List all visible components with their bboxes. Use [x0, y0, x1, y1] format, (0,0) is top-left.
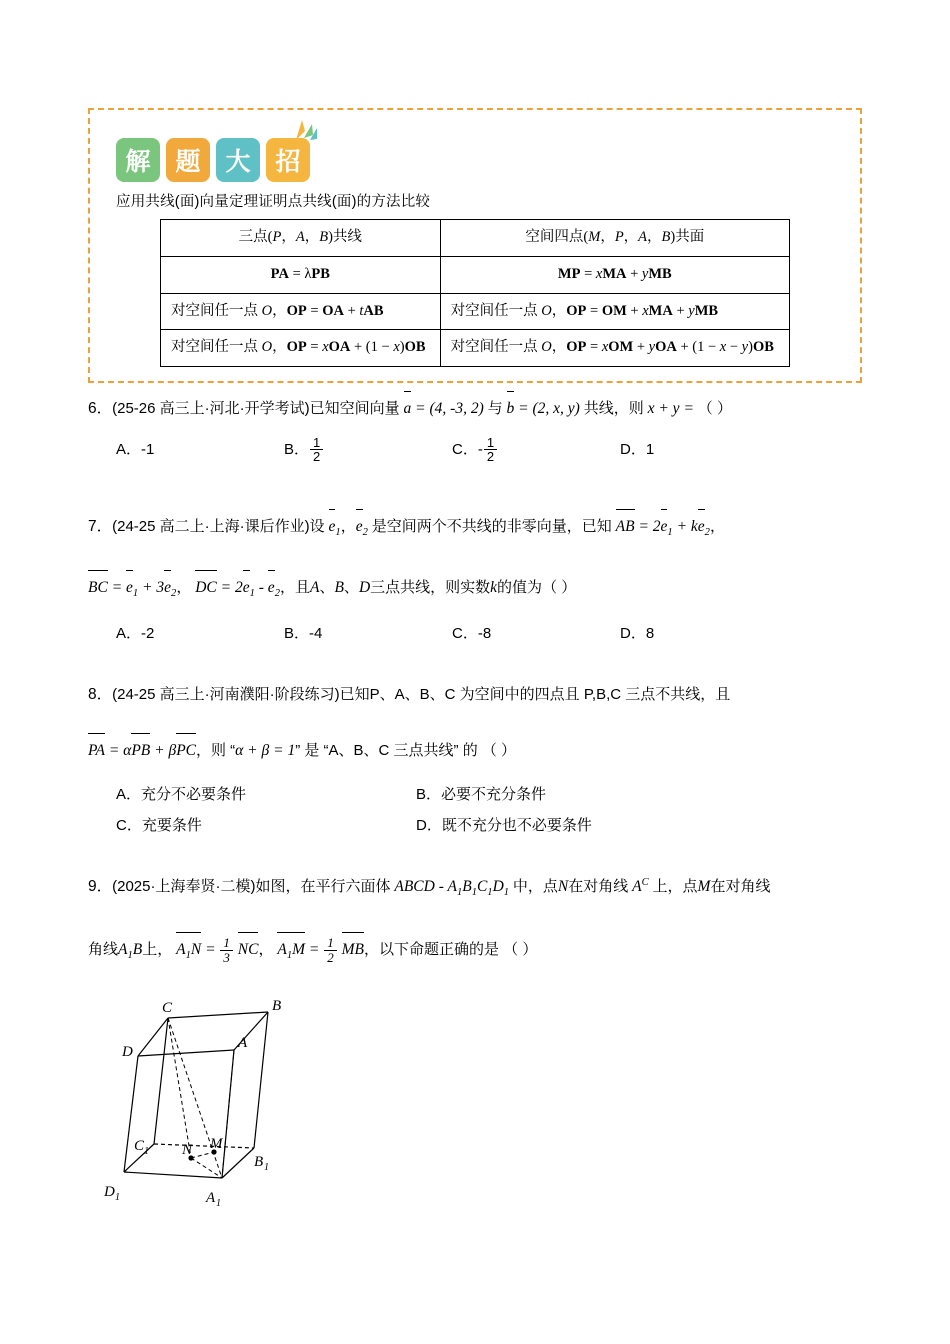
q9-rel1: $A_1N$ = $\frac{1}{3}$ NC: [176, 935, 259, 966]
q7-options: [116, 620, 868, 649]
q9-diag1: $A^C$: [628, 876, 649, 895]
q9-stem-line1: [88, 872, 868, 903]
banner-caption: 应用共线(面)向量定理证明点共线(面)的方法比较: [116, 194, 431, 210]
q9-rel2-fraction: $\frac{1}{2}$: [324, 936, 337, 964]
q6-stem: [88, 394, 868, 424]
table-row: [161, 330, 790, 367]
svg-text:1: 1: [144, 1146, 149, 1157]
sparkle-icon: [292, 118, 318, 142]
q8-source: (24-25 高三上·河南濮阳·阶段练习): [112, 686, 340, 703]
cell-r3c2: 对空间任一点 O，OP = xOM + yOA + (1 − x − y)OB: [440, 330, 789, 367]
comparison-table: [160, 219, 790, 367]
svg-text:M: M: [210, 1136, 223, 1152]
q6-expr2: b = (2, x, y): [503, 400, 584, 417]
q7-stem1: 设: [309, 518, 325, 535]
svg-text:D: D: [122, 1044, 133, 1060]
q8-number: 8．: [88, 686, 113, 703]
badge-1: 解: [116, 138, 160, 182]
q8-stem-line1: [88, 680, 868, 710]
q6-options: [116, 436, 868, 465]
q7-stem2: 是空间两个不共线的非零向量，已知: [371, 518, 612, 535]
q6-source: (25-26 高三上·河北·开学考试): [112, 400, 310, 417]
q7-expr-bc: BC = $e_1 + 3e_2$: [88, 579, 176, 596]
q9-ptM: M: [697, 878, 711, 895]
question-9: [88, 872, 868, 966]
svg-text:1: 1: [216, 1198, 221, 1209]
q6-mid: 与: [487, 400, 503, 417]
q9-ptN: N: [557, 878, 569, 895]
q8-option-a[interactable]: A．充分不必要条件: [116, 786, 247, 803]
q9-rel1-fraction: $\frac{1}{3}$: [220, 936, 233, 964]
q7-option-c[interactable]: C．-8: [452, 625, 492, 643]
q7-number: 7．: [88, 518, 113, 535]
q6-option-c[interactable]: C．- $\frac{1}{2}$: [452, 436, 620, 465]
q7-paren: （ ）: [542, 579, 577, 597]
cell-r2c2: 对空间任一点 O，OP = OM + xMA + yMB: [440, 293, 789, 330]
q9-stem-line2: 角线$A_1B$上， $A_1N$ = $\frac{1}{3}$ NC， $A_1M$ = $\frac{1}{2}$ MB，以下命题正确的是 （ ）: [88, 935, 538, 966]
q7-expr-ab: AB = $2e_1 + ke_2$: [612, 518, 710, 535]
q6-option-c-fraction: $\frac{1}{2}$: [484, 436, 497, 464]
question-8: [88, 680, 868, 840]
banner-badges: [102, 120, 848, 182]
q7-stem3: ，且: [279, 579, 310, 597]
q8-stem1: 已知: [339, 686, 370, 703]
q7-k: k: [490, 579, 498, 597]
q7-option-d[interactable]: D．8: [620, 625, 655, 643]
svg-text:C: C: [134, 1138, 145, 1154]
q6-option-a[interactable]: A．-1: [116, 440, 155, 458]
cell-r2c1: 对空间任一点 O，OP = OA + tAB: [161, 293, 441, 330]
q8-stem2: P、A、B、C 为空间中的四点且 P,B,C 三点不共线，且: [369, 686, 731, 703]
q7-pt-d: D: [358, 579, 371, 597]
q8-option-d[interactable]: D．既不充分也不必要条件: [416, 816, 592, 834]
q7-stem4: 三点共线，则实数: [370, 579, 491, 597]
q8-option-b[interactable]: B．必要不充分条件: [416, 786, 547, 803]
q6-paren: （ ）: [697, 400, 732, 417]
q9-stem5: 在对角线: [710, 878, 771, 895]
q8-expr: PA = αPB + βPC: [88, 742, 196, 759]
q7-option-b[interactable]: B．-4: [284, 625, 323, 643]
question-6: [88, 394, 868, 464]
svg-text:D: D: [104, 1184, 115, 1200]
q9-stem4: 上，点: [652, 878, 698, 895]
q8-options-row1: [116, 781, 868, 810]
svg-text:B: B: [272, 1000, 282, 1014]
badge-4: [266, 138, 310, 182]
q8-options-row2: [116, 812, 868, 841]
q9-stem7: ，以下命题正确的是 （ ）: [364, 941, 538, 959]
header-cell-collinear: 三点(P，A，B)共线: [161, 220, 441, 257]
q6-stem-post: 共线，则: [583, 400, 644, 417]
parallelepiped-figure: [96, 1000, 416, 1235]
badge-3: 大: [216, 138, 260, 182]
q6-option-d[interactable]: D．1: [620, 440, 655, 458]
q8-cond: α + β = 1: [235, 741, 296, 759]
q6-option-b[interactable]: [284, 436, 452, 465]
q7-expr-dc: DC = $2e_1 - e_2$: [191, 579, 280, 596]
q7-stem5: 的值为: [497, 579, 543, 597]
q9-source: (2025·上海奉贤·二模): [112, 878, 256, 895]
q8-stem4: ” 是 “A、B、C 三点共线” 的 （ ）: [295, 741, 517, 759]
q6-option-b-label: B．: [284, 440, 310, 458]
q9-rel2: $A_1M$ = $\frac{1}{2}$ MB: [277, 935, 364, 966]
q8-stem3: ，则 “: [196, 741, 236, 759]
q7-stem-line1: 7．(24-25 高二上·上海·课后作业)设 $e_1$，$e_2$ 是空间两个不共线的非零向量，已知 AB = $2e_1 + ke_2$，: [88, 512, 868, 543]
q6-stem-pre: 已知空间向量: [309, 400, 400, 417]
q7-pt-b: B: [334, 579, 344, 597]
table-header-row: [161, 220, 790, 257]
q9-number: 9．: [88, 878, 113, 895]
q7-stem-line2: BC = $e_1 + 3e_2$， DC = $2e_1 - e_2$，且A、B、D三点共线，则实数k的值为（ ）: [88, 573, 868, 604]
svg-text:1: 1: [115, 1192, 120, 1203]
q6-option-c-label: C．: [452, 440, 478, 458]
q6-expr3: x + y =: [643, 400, 698, 417]
q7-pt-a: A: [309, 579, 320, 597]
q7-e2: $e_2$: [356, 518, 372, 535]
q8-stem-line2: [88, 736, 868, 766]
q8-option-c[interactable]: C．充要条件: [116, 816, 202, 834]
badge-2: 题: [166, 138, 210, 182]
q9-stem1: 如图，在平行六面体: [255, 878, 391, 895]
q6-option-b-fraction: $\frac{1}{2}$: [310, 436, 323, 464]
q6-expr1: a = (4, -3, 2): [400, 400, 488, 417]
tip-banner: [88, 108, 862, 383]
cell-r1c1: PA = λPB: [161, 256, 441, 293]
svg-text:1: 1: [264, 1162, 269, 1173]
badge-4-label: 招: [275, 148, 301, 176]
svg-text:A: A: [206, 1190, 216, 1206]
q9-solid: ABCD - $A_1B_1C_1D_1$: [390, 878, 510, 899]
table-row: [161, 256, 790, 293]
q7-option-a[interactable]: A．-2: [116, 625, 155, 643]
cell-r3c1: 对空间任一点 O，OP = xOA + (1 − x)OB: [161, 330, 441, 367]
q9-stem3: 在对角线: [568, 878, 629, 895]
parallelepiped-svg: [96, 1000, 416, 1235]
table-row: [161, 293, 790, 330]
q9-diag2: $A_1B$: [118, 941, 143, 962]
q7-e1: $e_1$: [325, 518, 341, 535]
question-7: [88, 512, 868, 649]
svg-text:N: N: [182, 1142, 193, 1158]
svg-text:B: B: [254, 1154, 264, 1170]
q9-stem2: 中，点: [512, 878, 558, 895]
svg-text:C: C: [162, 1000, 173, 1016]
svg-text:A: A: [238, 1035, 248, 1051]
q7-source: (24-25 高二上·上海·课后作业): [112, 518, 310, 535]
cell-r1c2: MP = xMA + yMB: [440, 256, 789, 293]
q6-number: 6．: [88, 400, 113, 417]
header-cell-coplanar: 空间四点(M，P，A，B)共面: [440, 220, 789, 257]
